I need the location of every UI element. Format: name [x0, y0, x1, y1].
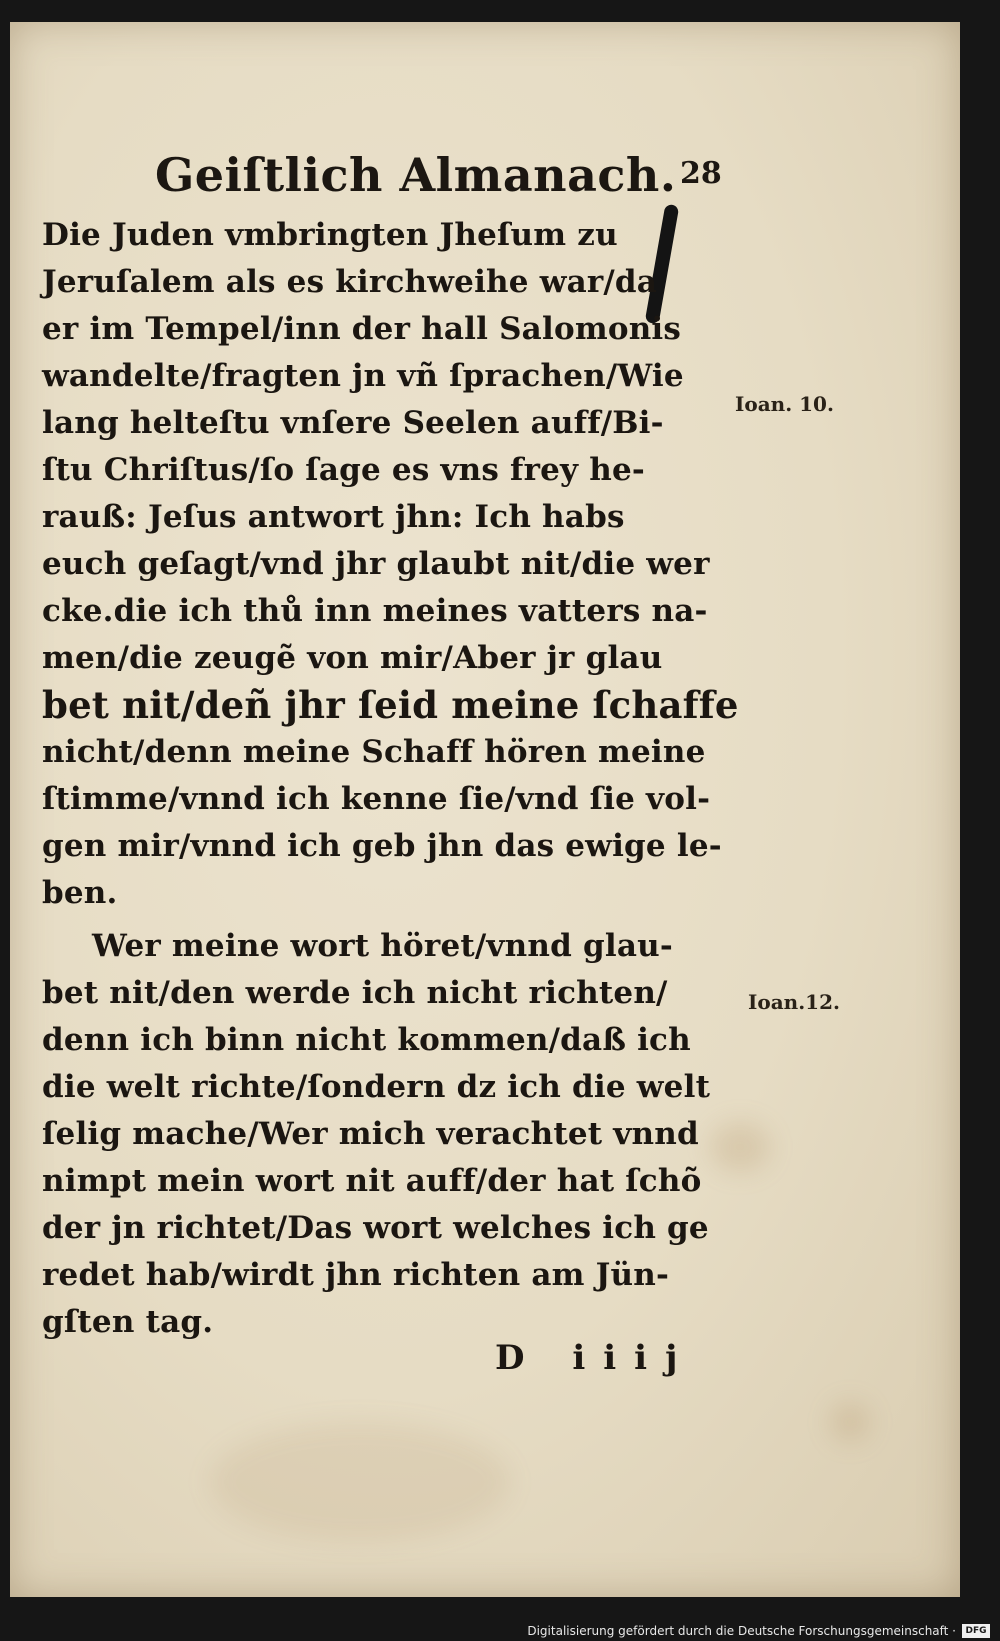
text-line: bet nit/den werde ich nicht richten/	[42, 975, 668, 1011]
text-line: ſtu Chriſtus/ſo ſage es vns frey he-	[42, 452, 645, 488]
text-line: wandelte/fragten jn vñ ſprachen/Wie	[42, 358, 684, 394]
body-text	[42, 212, 739, 1346]
paper-stain	[830, 1402, 870, 1442]
dfg-logo: DFG	[962, 1624, 990, 1638]
text-line: ben.	[42, 875, 118, 911]
text-line: die welt richte/ſondern dz ich die welt	[42, 1069, 711, 1105]
text-line: ſtimme/vnnd ich kenne ſie/vnd ſie vol-	[42, 781, 711, 817]
running-head: Geiſtlich Almanach.	[155, 148, 677, 202]
text-line: euch geſagt/vnd jhr glaubt nit/die wer	[42, 546, 710, 582]
text-line: bet nit/deñ jhr ſeid meine ſchaffe	[42, 683, 739, 727]
text-line: men/die zeugẽ von mir/Aber jr glau	[42, 640, 663, 676]
text-line: nimpt mein wort nit auff/der hat ſchõ	[42, 1163, 702, 1199]
text-line: Jeruſalem als es kirchweihe war/da	[42, 264, 658, 300]
text-line: er im Tempel/inn der hall Salomonis	[42, 311, 682, 347]
signature-mark: D iiij	[495, 1338, 696, 1378]
margin-note: Ioan. 10.	[735, 392, 834, 416]
page-number: 28	[680, 156, 722, 191]
margin-note: Ioan.12.	[748, 990, 840, 1014]
text-line: gen mir/vnnd ich geb jhn das ewige le-	[42, 828, 722, 864]
text-line: rauß: Jeſus antwort jhn: Ich habs	[42, 499, 625, 535]
text-line: Wer meine wort höret/vnnd glau-	[92, 928, 673, 964]
text-line: lang helteſtu vnſere Seelen auff/Bi-	[42, 405, 664, 441]
text-line: redet hab/wirdt jhn richten am Jün-	[42, 1257, 670, 1293]
text-line: gſten tag.	[42, 1304, 214, 1340]
text-line: denn ich binn nicht kommen/daß ich	[42, 1022, 691, 1058]
text-line: cke.die ich thů inn meines vatters na-	[42, 593, 708, 629]
text-line: Die Juden vmbringten Jheſum zu	[42, 217, 618, 253]
paper-stain	[210, 1422, 510, 1542]
text-line: nicht/denn meine Schaff hören meine	[42, 734, 706, 770]
text-line: der jn richtet/Das wort welches ich ge	[42, 1210, 709, 1246]
text-line: ſelig mache/Wer mich verachtet vnnd	[42, 1116, 699, 1152]
footer-credit: Digitalisierung gefördert durch die Deutsche Forschungsgemeinschaft ·	[527, 1624, 956, 1638]
